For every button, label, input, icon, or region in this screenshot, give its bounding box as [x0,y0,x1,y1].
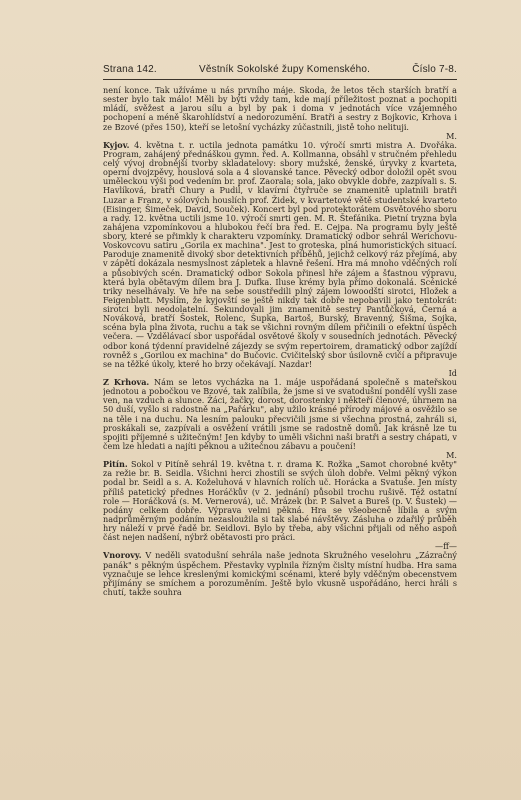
paragraph-pitin: Pitín. Sokol v Pitíně sehrál 19. května t. r. drama K. Rožka „Samot chorobné květy" za režie br. B. Seidla. Všichni herci zhostili se svých úloh dobře. Velmi pěkný výkon podal br. Seidl a s. A. Koželuhová v hlavních rolích uč. Horácka a Svatuše. Jen místy příliš patetický přednes Horáčkův (v 2. jednání) působil trochu rušivě. Též ostatní role — Horáčková (s. M. Vernerová), uč. Mrázek (br. P. Salvet a Bureš (p. V. Šustek) — podány celkem dobře. Výprava velmi pěkná. Hra se všeobecně líbila a svým nadprůměrným podáním nezasloužila si tak slabé návštěvy. Zásluha o zdařilý průběh hry náleží v prvé řadě br. Seidlovi. Bylo by třeba, aby všichni přijali od něho aspoň část nejen nadšení, nýbrž obětavosti pro práci. [103,459,457,543]
paragraph-krhov: Z Krhova. Nám se letos vycházka na 1. máje uspořádaná společně s mateřskou jednotou a pobočkou ve Bzové, tak zalíbila, že jsme si ve svatodušní pondělí vyšli zase ven, na vzduch a slunce. Žáci, žačky, dorost, dorostenky i někteří členové, úhrnem na 50 duší, vyšlo si radostně na „Pařárku", aby užilo krásné přírody májové a osvěžilo se na těle i na duchu. Na lesním palouku přecvičili jsme si všechna prostná, zahráli si, proskákali se, zazpívali a osvěžení vrátili jsme se radostně domů. Jak krásně lze tu spojiti příjemné s užitečným! Jen kdyby to uměli všichni naši bratři a sestry chápati, v čem lze hledati a najíti pěknou a užitečnou zábavu a poučení! [103,377,457,451]
signature: M. [446,130,457,141]
paragraph-vnorovy: Vnorovy. V neděli svatodušní sehrála naše jednota Skružného veselohru „Zázračný panák" s pěkným úspěchem. Přestavky vyplnila řízným čislty místní hudba. Hra sama vyznačuje se lehce kreslenými komickými scénami, které byly vděčným obecenstvem přijímány se smíchem a porozuměním. Ještě bylo vkusně uspořádáno, herci hráli s chutí, takže souhra [103,550,457,597]
signature: Id [448,367,457,378]
header-rule [103,79,457,80]
paragraph-kyjov: Kyjov. 4. května t. r. uctila jednota památku 10. výročí smrti mistra A. Dvořáka. Program, zahájený přednáškou gymn. řed. A. Kollmanna, obsáhl v stručném přehledu celý vývoj drobnější tvorby skladatelovy: sbory mužské, ženské, úryvky z kvarteta, operní dvojzpěvy, houslová sola a 4 slovanské tance. Pěvecký odbor doložil opět svou uměleckou výši pod vedením br. prof. Zaorala; sola, jako obvykle dobře, zazpívali s. S. Havlíková, bratři Chury a Pudil, v klavírní čtyřruče se znamenitě uplatnili bratři Luzar a Franz, v sólových houslích prof. Židek, v kvartetové větě studentské kvarteto (Eisinger, Šimeček, David, Souček). Koncert byl pod protektorátem Osvětového sboru a rady. 12. května uctili jsme 10. výročí smrti gen. M. R. Štefánika. Pietní tryzna byla zahájena vzpomínkovou a hlubokou řečí bra řed. E. Cejpa. Na programu byly ještě sbory, které se přimkly k charakteru vzpomínky. Dramatický odbor sehrál Werichovu-Voskovcovu satiru „Gorila ex machina". Jest to groteska, plná humoristických situací. Paroduje znamenitě divoký sbor detektivních příběhů, jejichž celkový ráz přejímá, aby v zápětí dokázala nesmyslnost zápletek a hlavně řešení. Hra má mnoho vděčných rolí a působivých scén. Dramatický odbor Sokola přinesl hře zájem a šťastnou výpravu, která byla obětavým dílem bra J. Dufka. Iluse krémy byla přímo dokonalá. Scénické triky neselhávaly. Ve hře na sebe soustředili plný zájem lowoodští sirotci, Hložek a Feigenblatt. Myslím, že kyjovští se ještě nikdy tak dobře nepobavili jako tentokrát: sirotci byli neodolatelní. Sekundovali jim znamenitě sestry Pantůčková, Černá a Nováková, bratří Šostek, Rolenc, Šupka, Bartoš, Burský, Bravenný, Šišma, Sojka, scéna byla plna života, ruchu a tak se všichni rovným dílem přičinili o efektní úspěch večera. — Vzdělávací sbor uspořádal osvětové školy v sousedních jednotách. Pěvecký odbor koná týdenní pravidelné zájezdy se svým repertoirem, dramatický odbor zajíždí rovněž s „Gorilou ex machina" do Bučovic. Cvičitelský sbor úsilovně cvičí a připravuje se na těžké úkoly, které ho brzy očekávají. Nazdar! [103,139,457,369]
paragraph-continuation: není konce. Tak užíváme u nás prvního máje. Škoda, že letos těch starších bratří a sester bylo tak málo! Měli by býti vždy tam, kde mají příležitost poznat a pochopiti mládí, svěžest a jarou sílu a byl by pak i doma v jednotách více vzájemného pochopení a méně škarohlídství a nedorozumění. Bratři a sestry z Bojkovic, Krhova i ze Bzové (přes 150), kteří se letošní vycházky zúčastnili, jistě toho nelituji. [103,86,457,132]
place-heading: Kyjov. [103,139,130,150]
place-heading: Z Krhova. [103,377,150,387]
page-number: Strana 142. [103,64,157,75]
signature: M. [446,450,457,460]
place-heading: Vnorovy. [103,550,142,561]
article-body [103,86,457,776]
issue-number: Číslo 7-8. [412,64,457,75]
running-header [103,64,457,75]
place-heading: Pitín. [103,459,128,470]
publication-title: Věstník Sokolské župy Komenského. [198,64,371,75]
signature: —ff— [435,541,457,552]
